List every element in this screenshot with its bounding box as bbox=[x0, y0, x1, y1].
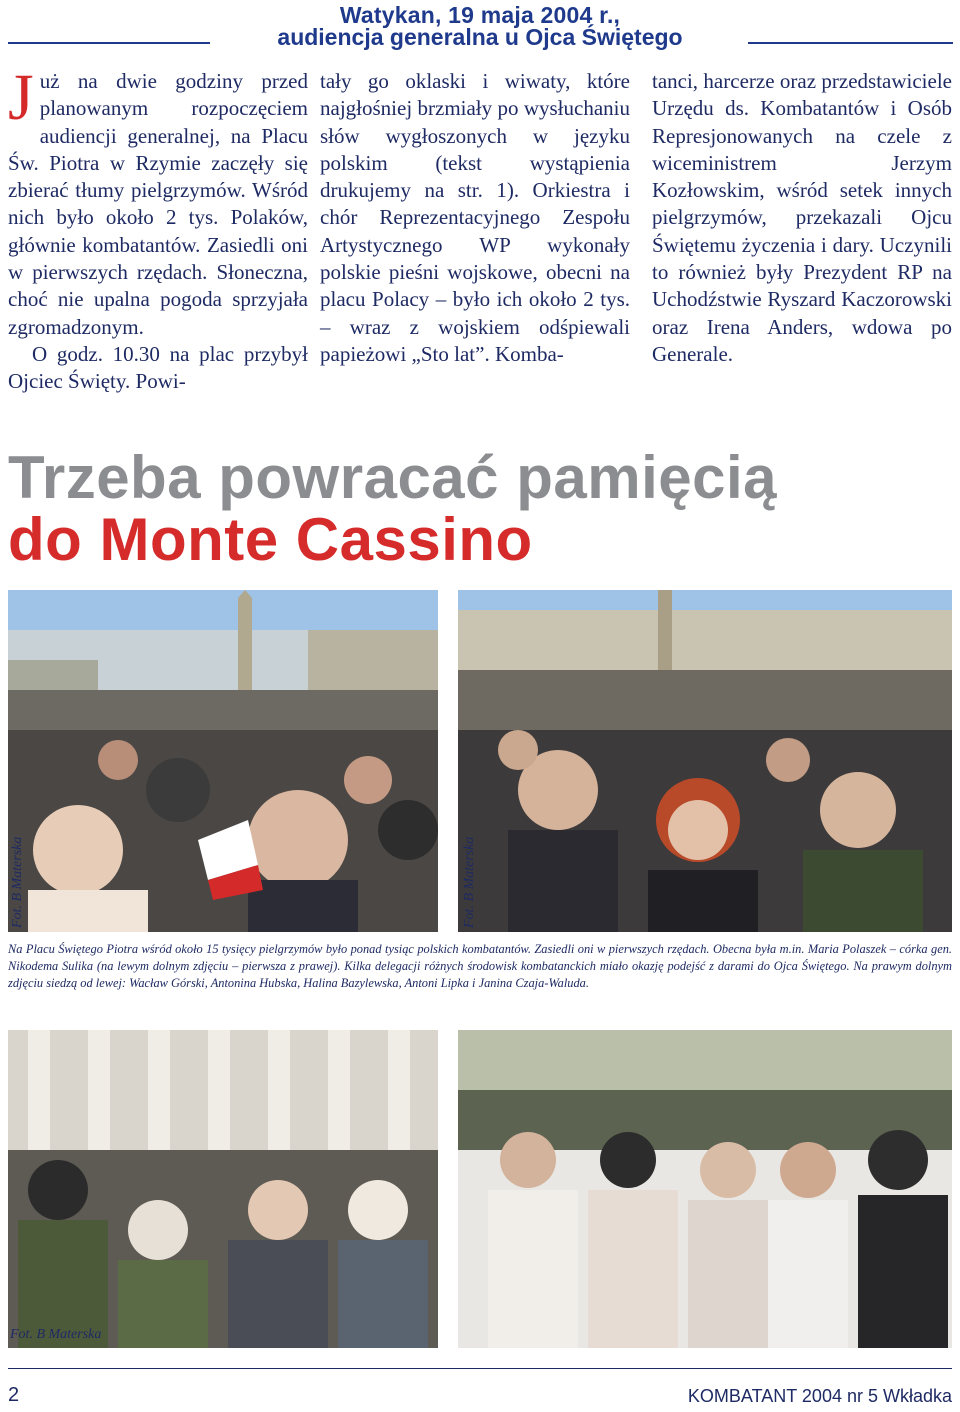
drop-cap: J bbox=[8, 61, 34, 134]
footer-rule bbox=[8, 1368, 952, 1369]
header-subtitle-row bbox=[0, 24, 960, 52]
article-column-2 bbox=[320, 68, 630, 368]
header-rule-right bbox=[748, 42, 953, 44]
article-column-3 bbox=[652, 68, 952, 368]
column-1-text: uż na dwie godziny przed planowanym rozpoczęciem audiencji generalnej, na Placu Św. Piotra w Rzymie zaczęły się zbierać tłumy pielgrzymów. Wśród nich było około 2 tys. Polaków, głównie kombatantów. Zasiedli oni w pierwszych rzędach. Słoneczna, choć nie upalna pogoda sprzyjała zgromadzonym. bbox=[8, 69, 308, 339]
header-rule-left bbox=[8, 42, 210, 44]
photo-veterans-seated-right bbox=[458, 590, 952, 932]
column-2-text: tały go oklaski i wiwaty, które najgłośniej brzmiały po wysłuchaniu słów wygłoszonych w języku polskim (tekst wystąpienia drukujemy na str. 1). Orkiestra i chór Reprezentacyjnego Zespołu Artystycznego WP wykonały polskie pieśni wojskowe, obecni na placu Polacy – było ich około 2 tys. – wraz z wojskiem odśpiewali papieżowi „Sto lat”. Komba- bbox=[320, 69, 630, 366]
photo-veterans-seated-right-image bbox=[458, 590, 952, 932]
photo-veterans-colonnade-left bbox=[8, 1030, 438, 1348]
photo-delegation-seated-right bbox=[458, 1030, 952, 1348]
publication-name: KOMBATANT 2004 nr 5 Wkładka bbox=[687, 1386, 952, 1406]
page-header bbox=[0, 0, 960, 60]
photo-crowd-square-left-image bbox=[8, 590, 438, 932]
photo-crowd-square-left bbox=[8, 590, 438, 932]
column-1-paragraph-2: O godz. 10.30 na plac przybył Ojciec Święty. Powi- bbox=[8, 341, 308, 394]
headline-line-2: do Monte Cassino bbox=[8, 506, 533, 573]
photo-credit-3: Fot. B Materska bbox=[10, 1327, 102, 1342]
header-date-line: Watykan, 19 maja 2004 r., bbox=[339, 2, 621, 28]
headline-line-1: Trzeba powracać pamięcią bbox=[8, 444, 778, 511]
photo-veterans-colonnade-left-image bbox=[8, 1030, 438, 1348]
page-number: 2 bbox=[8, 1384, 20, 1406]
photo-delegation-seated-right-image bbox=[458, 1030, 952, 1348]
photo-credit-1: Fot. B Materska bbox=[10, 836, 25, 928]
header-event-line: audiencja generalna u Ojca Świętego bbox=[277, 24, 683, 50]
photo-caption: Na Placu Świętego Piotra wśród około 15 tysięcy pielgrzymów było ponad tysiąc polskich kombatantów. Zasiedli oni w pierwszych rzędach. Obecna była m.in. Maria Polaszek – córka gen. Nikodema Sulika (na lewym dolnym zdjęciu – pierwsza z prawej). Kilka delegacji różnych środowisk kombatanckich miało okazję podejść z darami do Ojca Świętego. Na prawym dolnym zdjęciu siedzą od lewej: Wacław Górski, Antonina Hubska, Halina Bazylewska, Antoni Lipka i Janina Czaja-Waluda. bbox=[8, 942, 952, 990]
column-3-text: tanci, harcerze oraz przedstawiciele Urzędu ds. Kombatantów i Osób Represjonowanych na czele z wiceministrem Jerzym Kozłowskim, wśród setek innych pielgrzymów, przekazali Ojcu Świętemu życzenia i dary. Uczynili to również były Prezydent RP na Uchodźstwie Ryszard Kaczorowski oraz Irena Anders, wdowa po Generale. bbox=[652, 69, 952, 366]
article-column-1 bbox=[8, 61, 308, 396]
photo-credit-2: Fot. B Materska bbox=[462, 836, 477, 928]
